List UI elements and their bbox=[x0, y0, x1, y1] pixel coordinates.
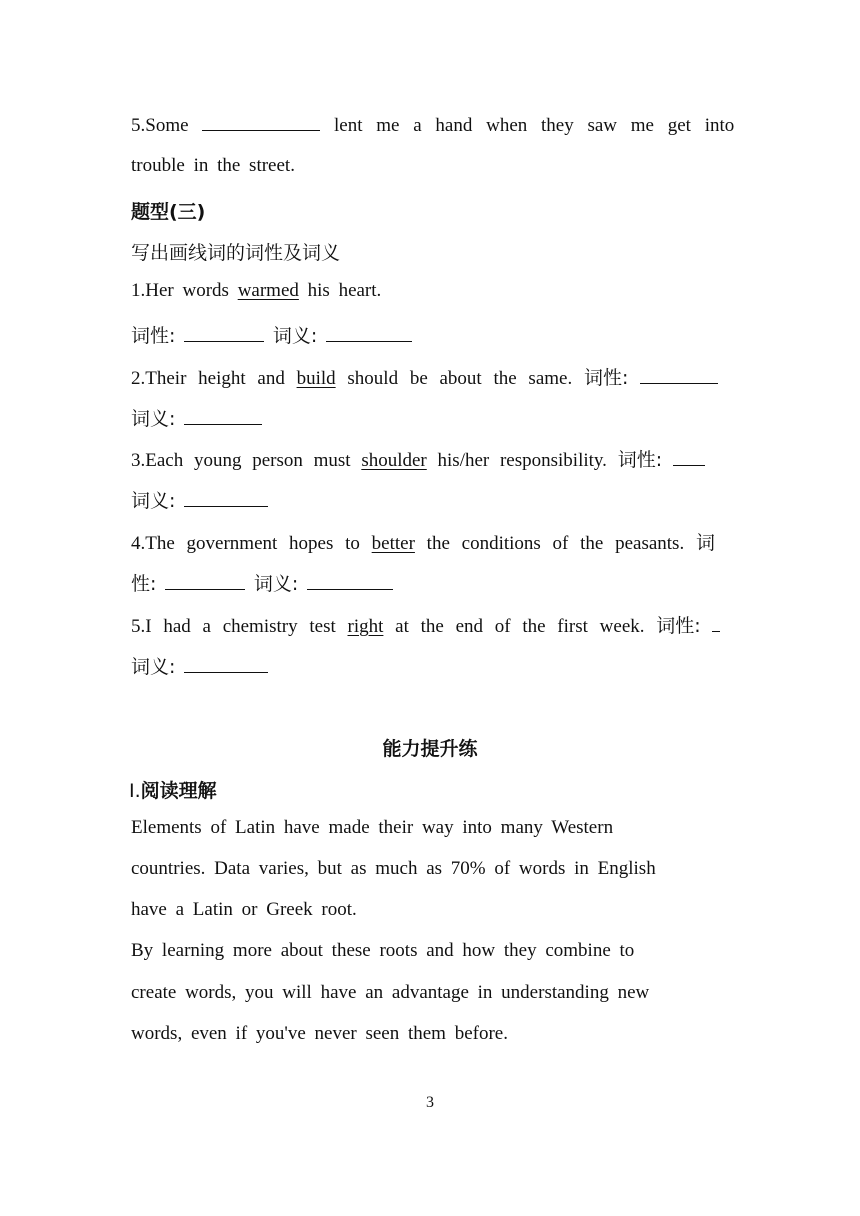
meaning-blank[interactable] bbox=[184, 656, 268, 673]
pos-label: 词性: bbox=[656, 615, 701, 637]
item-5: 5.I had a chemistry test right at the end of the first week. 词性: bbox=[131, 611, 720, 638]
reading-heading-text: 阅读理解 bbox=[140, 780, 217, 802]
pos-label: 词性: bbox=[131, 325, 176, 347]
pos-blank[interactable] bbox=[640, 367, 718, 384]
item-2-answers bbox=[131, 404, 262, 431]
item-1: 1.Her words warmed his heart. bbox=[131, 280, 382, 301]
pos-label: 词 bbox=[695, 532, 715, 554]
underlined-word: better bbox=[371, 533, 415, 554]
pos-blank[interactable] bbox=[712, 615, 720, 632]
q5-line2: trouble in the street. bbox=[131, 155, 295, 176]
item-3-answers bbox=[131, 486, 268, 513]
pos-label: 性: bbox=[131, 573, 157, 595]
item-5-answers bbox=[131, 652, 268, 679]
item-2: 2.Their height and build should be about the same. 词性: bbox=[131, 363, 718, 390]
section-instruction: 写出画线词的词性及词义 bbox=[131, 242, 341, 264]
pos-blank[interactable] bbox=[165, 573, 245, 590]
page-number: 3 bbox=[426, 1094, 434, 1111]
section-heading: 题型(三) bbox=[131, 201, 206, 223]
reading-heading bbox=[129, 776, 217, 803]
meaning-blank[interactable] bbox=[326, 325, 412, 342]
q5-prefix: 5.Some bbox=[131, 115, 189, 136]
meaning-blank[interactable] bbox=[307, 573, 393, 590]
meaning-label: 词义: bbox=[131, 490, 176, 512]
q5-line1 bbox=[131, 114, 734, 137]
practice-title: 能力提升练 bbox=[382, 738, 478, 760]
item-3: 3.Each young person must shoulder his/her responsibility. 词性: bbox=[131, 445, 705, 472]
meaning-blank[interactable] bbox=[184, 408, 262, 425]
reading-line: Elements of Latin have made their way into many Western bbox=[131, 817, 614, 838]
reading-numeral: Ⅰ. bbox=[129, 780, 141, 802]
reading-line: countries. Data varies, but as much as 70% of words in English bbox=[131, 858, 656, 879]
meaning-label: 词义: bbox=[131, 656, 176, 678]
meaning-blank[interactable] bbox=[184, 490, 268, 507]
underlined-word: build bbox=[296, 368, 336, 389]
reading-line: words, even if you've never seen them before. bbox=[131, 1023, 508, 1044]
item-1-answers bbox=[131, 321, 412, 348]
item-4: 4.The government hopes to better the conditions of the peasants. 词 bbox=[131, 532, 715, 554]
meaning-label: 词义: bbox=[131, 408, 176, 430]
underlined-word: warmed bbox=[237, 280, 299, 301]
reading-line: have a Latin or Greek root. bbox=[131, 899, 357, 920]
pos-label: 词性: bbox=[617, 449, 663, 471]
reading-line: create words, you will have an advantage in understanding new bbox=[131, 982, 650, 1003]
underlined-word: shoulder bbox=[361, 450, 427, 471]
underlined-word: right bbox=[347, 616, 384, 637]
pos-blank[interactable] bbox=[673, 449, 705, 466]
meaning-label: 词义: bbox=[253, 573, 299, 595]
q5-rest: lent me a hand when they saw me get into bbox=[334, 115, 735, 136]
item-4-answers bbox=[131, 569, 393, 596]
reading-line: By learning more about these roots and how they combine to bbox=[131, 940, 635, 961]
pos-label: 词性: bbox=[583, 367, 629, 389]
answer-blank[interactable] bbox=[202, 114, 320, 131]
meaning-label: 词义: bbox=[272, 325, 318, 347]
pos-blank[interactable] bbox=[184, 325, 264, 342]
